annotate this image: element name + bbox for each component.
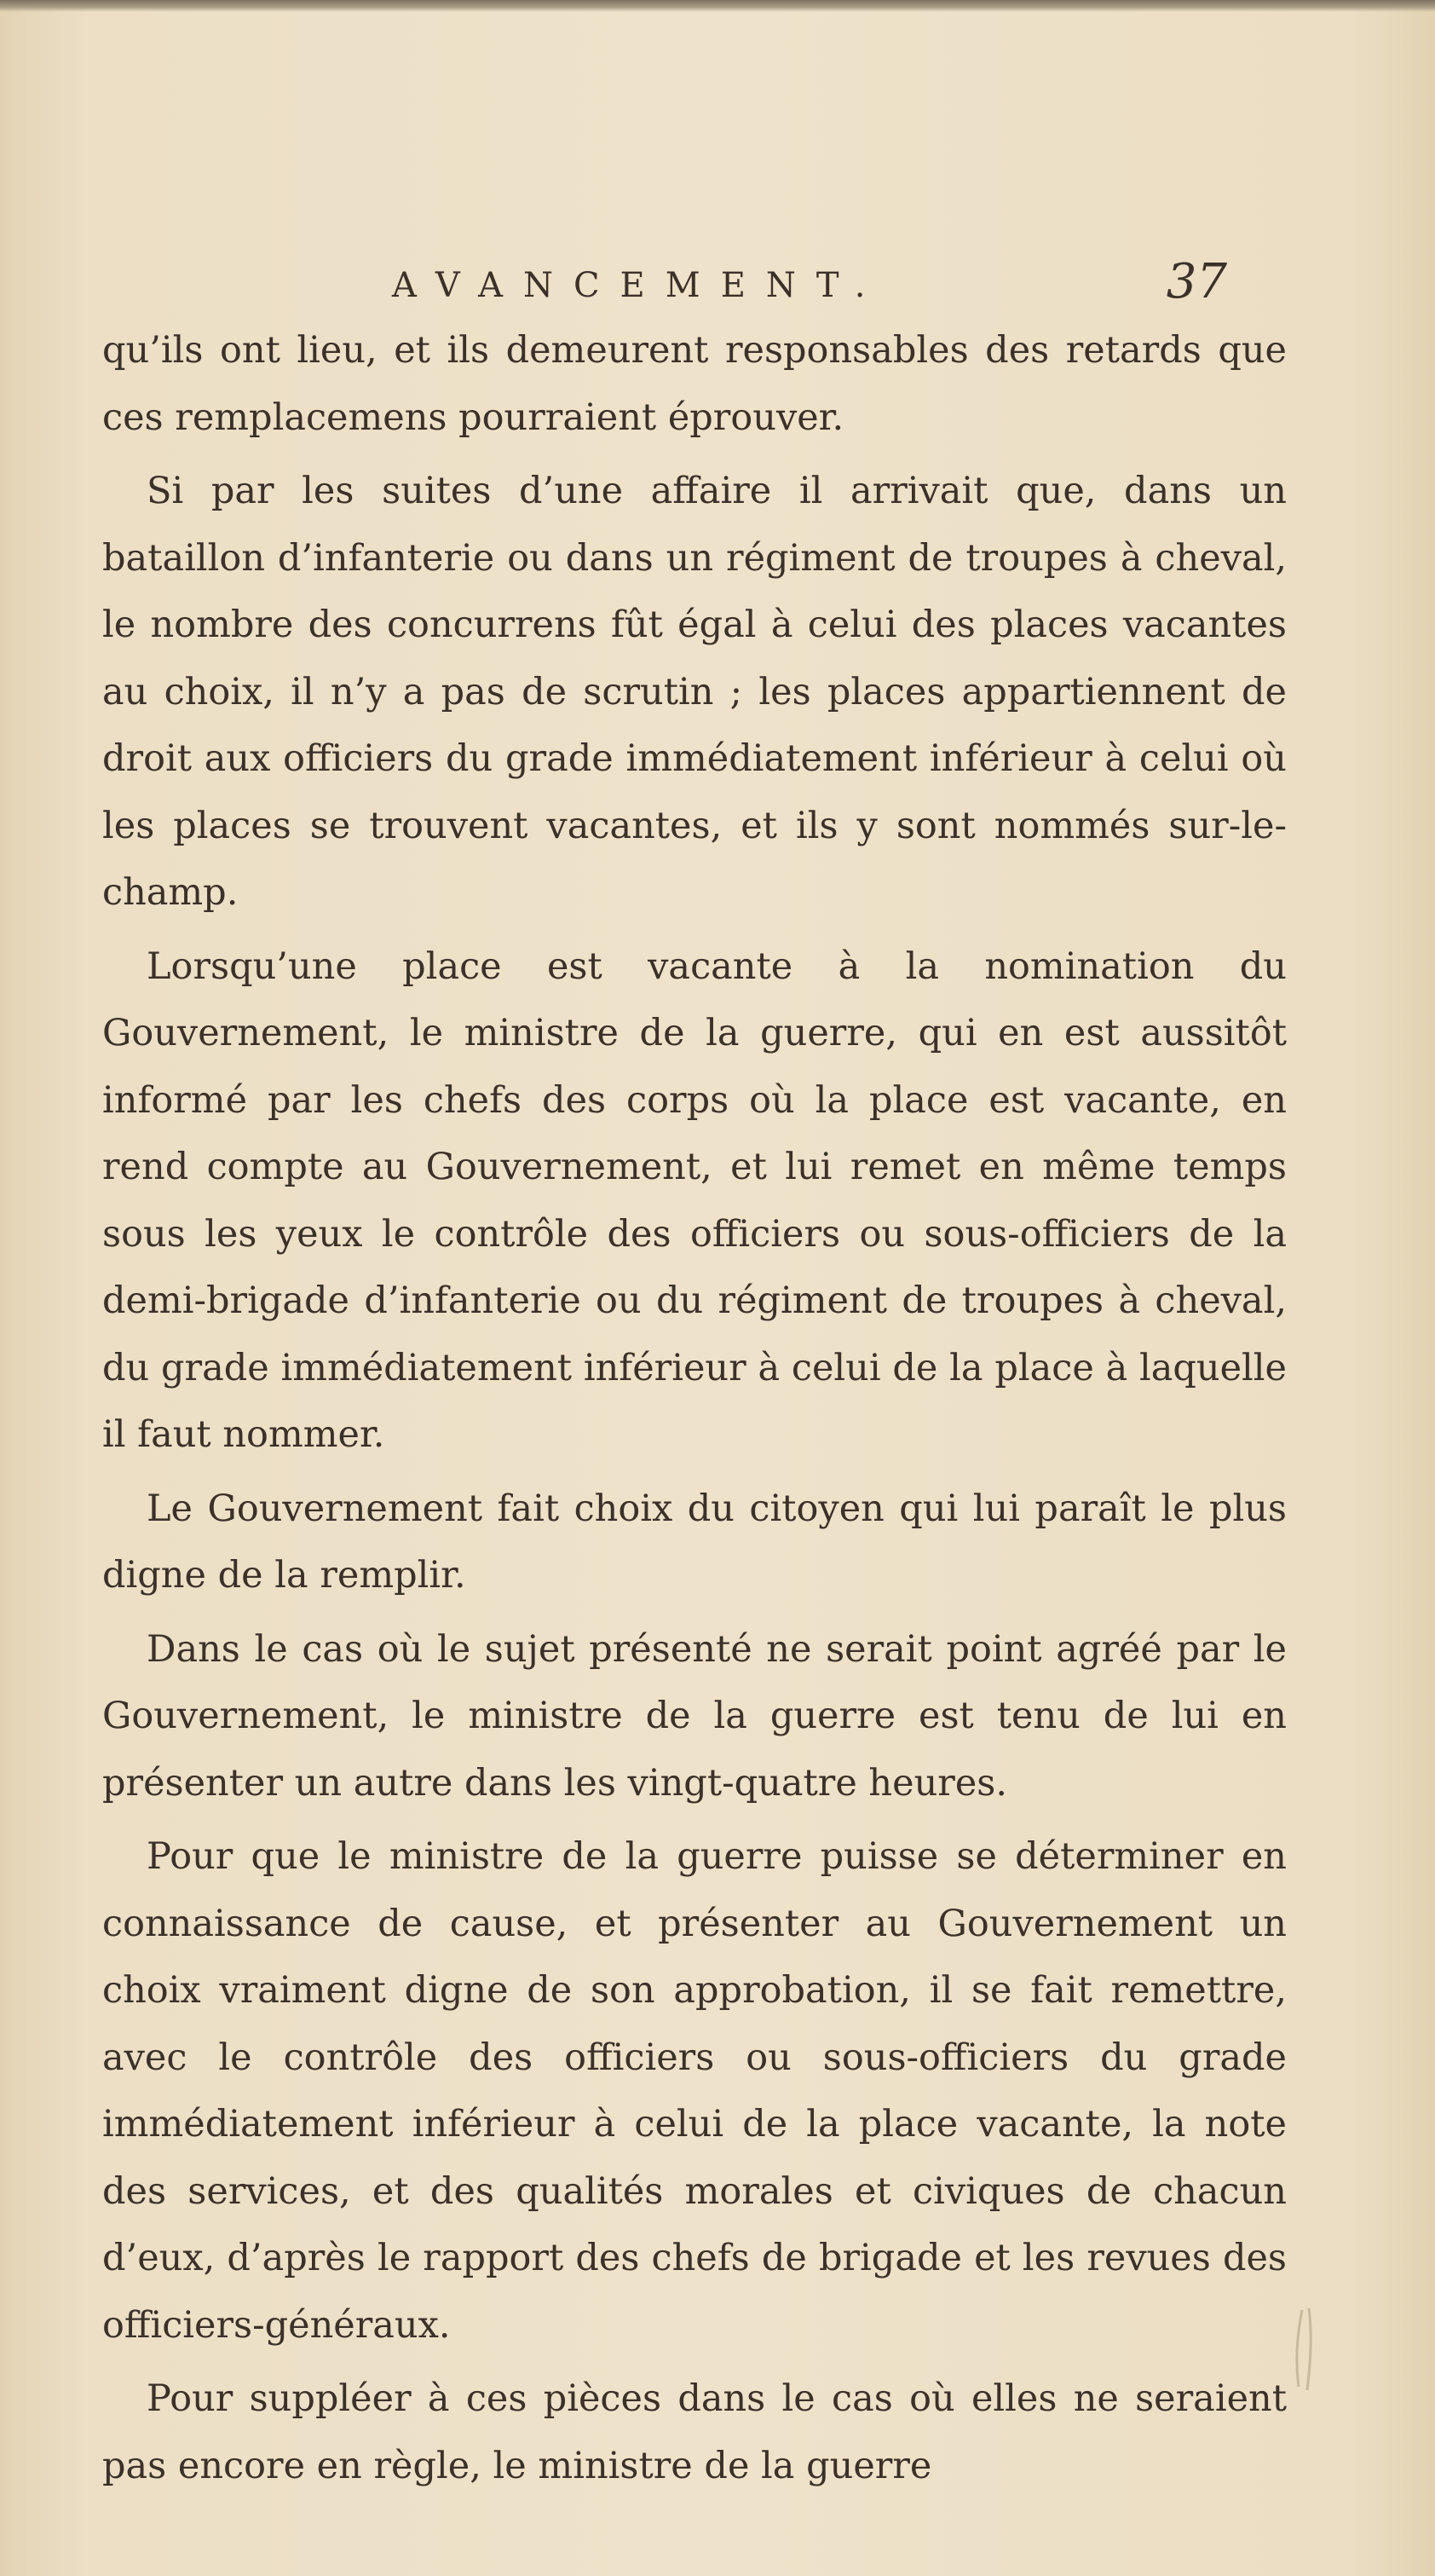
- paragraph-5: Dans le cas où le sujet présenté ne serait point agréé par le Gouvernement, le ministre de la guerre est tenu de lui en présenter un autre dans les vingt-quatre heures.: [102, 1627, 1287, 1805]
- body-text: [102, 317, 1287, 2499]
- paragraph-6: Pour que le ministre de la guerre puisse se déterminer en connaissance de cause, et présenter au Gouvernement un choix vraiment digne de son approbation, il se fait remettre, avec le contrôle des officiers ou sous-officiers du grade immédiatement inférieur à celui de la place vacante, la note des services, et des qualités morales et civiques de chacun d’eux, d’après le rapport des chefs de brigade et les revues des officiers-généraux.: [102, 1835, 1287, 2347]
- paragraph-1: qu’ils ont lieu, et ils demeurent responsables des retards que ces remplacemens pourraient éprouver.: [102, 329, 1287, 439]
- paragraph-4: Le Gouvernement fait choix du citoyen qui lui paraît le plus digne de la remplir.: [102, 1487, 1287, 1597]
- page-top-edge: [0, 0, 1435, 12]
- paragraph-7: Pour suppléer à ces pièces dans le cas où elles ne seraient pas encore en règle, le ministre de la guerre: [102, 2377, 1287, 2487]
- page-number: 37: [1166, 254, 1227, 309]
- paragraph-2: Si par les suites d’une affaire il arrivait que, dans un bataillon d’infanterie ou dans un régiment de troupes à cheval, le nombre des concurrens fût égal à celui des places vacantes au choix, il n’y a pas de scrutin ; les places appartiennent de droit aux officiers du grade immédiatement inférieur à celui où les places se trouvent vacantes, et ils y sont nommés sur-le-champ.: [102, 470, 1287, 914]
- page-header: [375, 252, 1227, 321]
- ink-mark-icon: [1278, 2302, 1329, 2404]
- running-title: AVANCEMENT.: [392, 266, 886, 305]
- paragraph-3: Lorsqu’une place est vacante à la nomination du Gouvernement, le ministre de la guerre, qui en est aussitôt informé par les chefs des corps où la place est vacante, en rend compte au Gouvernement, et lui remet en même temps sous les yeux le contrôle des officiers ou sous-officiers de la demi-brigade d’infanterie ou du régiment de troupes à cheval, du grade immédiatement inférieur à celui de la place à laquelle il faut nommer.: [102, 944, 1287, 1456]
